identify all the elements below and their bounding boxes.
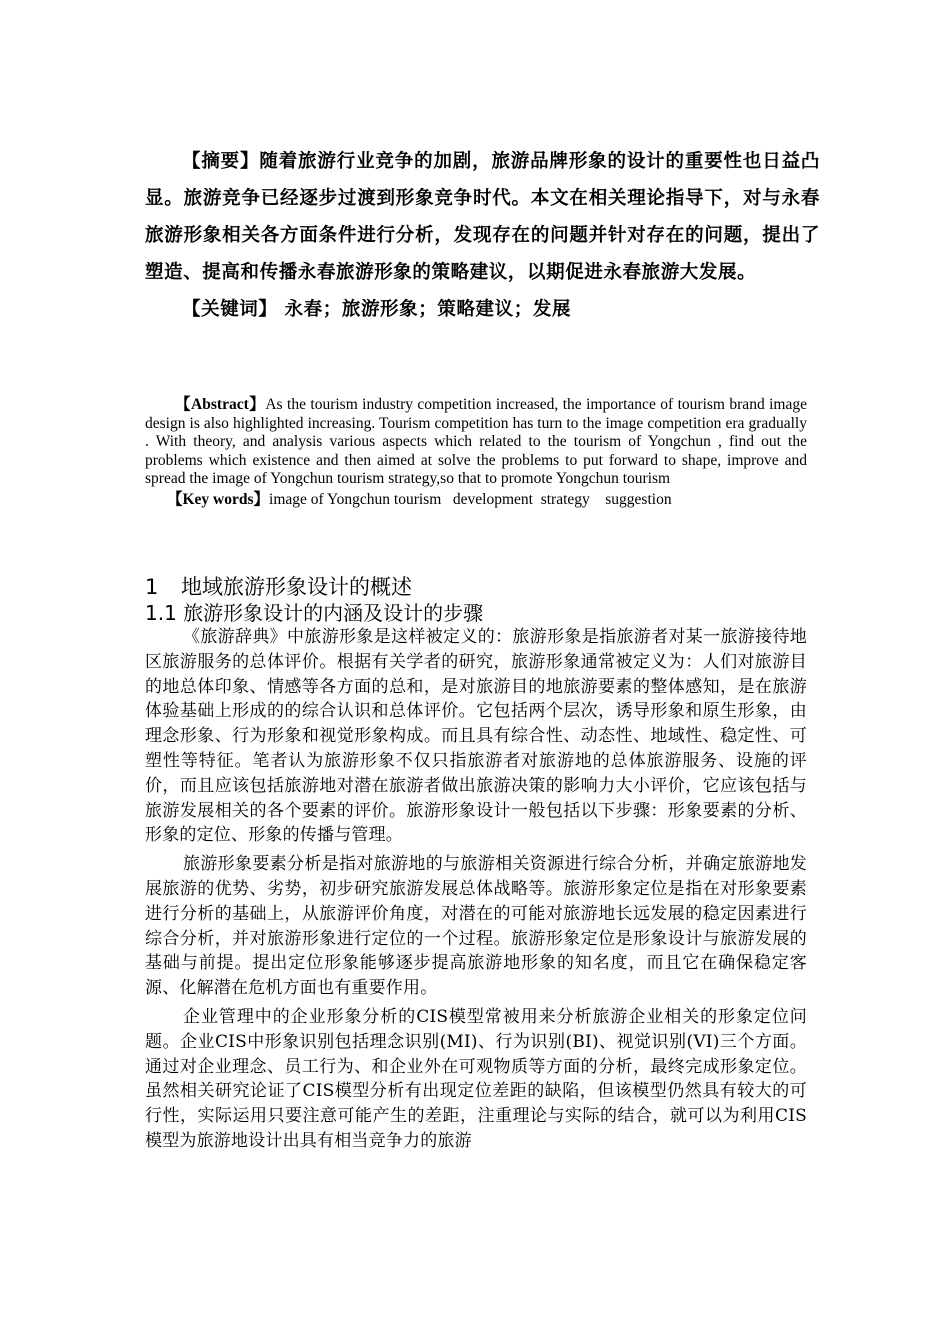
chinese-abstract-paragraph — [145, 143, 820, 291]
english-abstract — [145, 396, 807, 509]
chinese-abstract — [145, 143, 820, 328]
keywords-label: 【关键词】 — [182, 299, 278, 320]
body-paragraph: 企业管理中的企业形象分析的CIS模型常被用来分析旅游企业相关的形象定位问题。企业CIS中形象识别包括理念识别(MI)、行为识别(BI)、视觉识别(VI)三个方面。通过对企业理念、员工行为、和企业外在可观物质等方面的分析，最终完成形象定位。虽然相关研究论证了CIS模型分析有出现定位差距的缺陷，但该模型仍然具有较大的可行性，实际运用只要注意可能产生的差距，注重理论与实际的结合，就可以为利用CIS模型为旅游地设计出具有相当竞争力的旅游 — [145, 1006, 807, 1151]
section-title: 地域旅游形象设计的概述 — [181, 575, 412, 599]
body-paragraph: 《旅游辞典》中旅游形象是这样被定义的：旅游形象是指旅游者对某一旅游接待地区旅游服务的总体评价。根据有关学者的研究，旅游形象通常被定义为：人们对旅游目的地总体印象、情感等各方面的总和，是对旅游目的地旅游要素的整体感知，是在旅游体验基础上形成的的综合认识和总体评价。它包括两个层次，诱导形象和原生形象，由理念形象、行为形象和视觉形象构成。而且具有综合性、动态性、地域性、稳定性、可塑性等特征。笔者认为旅游形象不仅只指旅游者对旅游地的总体旅游服务、设施的评价，而且应该包括旅游地对潜在旅游者做出旅游决策的影响力大小评价，它应该包括与旅游发展相关的各个要素的评价。旅游形象设计一般包括以下步骤：形象要素的分析、形象的定位、形象的传播与管理。 — [145, 627, 807, 846]
english-abstract-paragraph — [145, 396, 807, 489]
english-keywords-line — [145, 491, 807, 510]
keywords-text: 永春；旅游形象；策略建议；发展 — [277, 299, 572, 320]
english-abstract-label: 【Abstract】 — [175, 396, 266, 413]
abstract-label: 【摘要】 — [182, 151, 260, 172]
chinese-keywords-line — [145, 291, 820, 328]
english-keywords-label: 【Key words】 — [167, 490, 270, 508]
body-paragraph: 旅游形象要素分析是指对旅游地的与旅游相关资源进行综合分析，并确定旅游地发展旅游的优势、劣势，初步研究旅游发展总体战略等。旅游形象定位是指在对形象要素进行分析的基础上，从旅游评价角度，对潜在的可能对旅游地长远发展的稳定因素进行综合分析，并对旅游形象进行定位的一个过程。旅游形象定位是形象设计与旅游发展的基础与前提。提出定位形象能够逐步提高旅游地形象的知名度，而且它在确保稳定客源、化解潜在危机方面也有重要作用。 — [145, 854, 807, 999]
section-heading-1 — [145, 574, 412, 600]
section-heading-1-1 — [145, 600, 483, 626]
english-keywords-text: image of Yongchun tourism development strategy suggestion — [269, 490, 672, 508]
abstract-text: 随着旅游行业竞争的加剧，旅游品牌形象的设计的重要性也日益凸显。旅游竞争已经逐步过渡到形象竞争时代。本文在相关理论指导下，对与永春旅游形象相关各方面条件进行分析，发现存在的问题并针对存在的问题，提出了塑造、提高和传播永春旅游形象的策略建议，以期促进永春旅游大发展。 — [145, 151, 821, 283]
subsection-title: 1.1 旅游形象设计的内涵及设计的步骤 — [145, 601, 484, 625]
section-number: 1 — [145, 575, 159, 599]
body-text — [145, 625, 807, 1158]
english-abstract-text: As the tourism industry competition increased, the importance of tourism brand image design is also highlighted increasing. Tourism competition has turn to the image competition era gradually . With theory, and analysis various aspects which related to the tourism of Yongchun , find out the problems which existence and then aimed at solve the problems to put forward to shape, improve and spread the image of Yongchun tourism strategy,so that to promote Yongchun tourism — [145, 396, 807, 487]
